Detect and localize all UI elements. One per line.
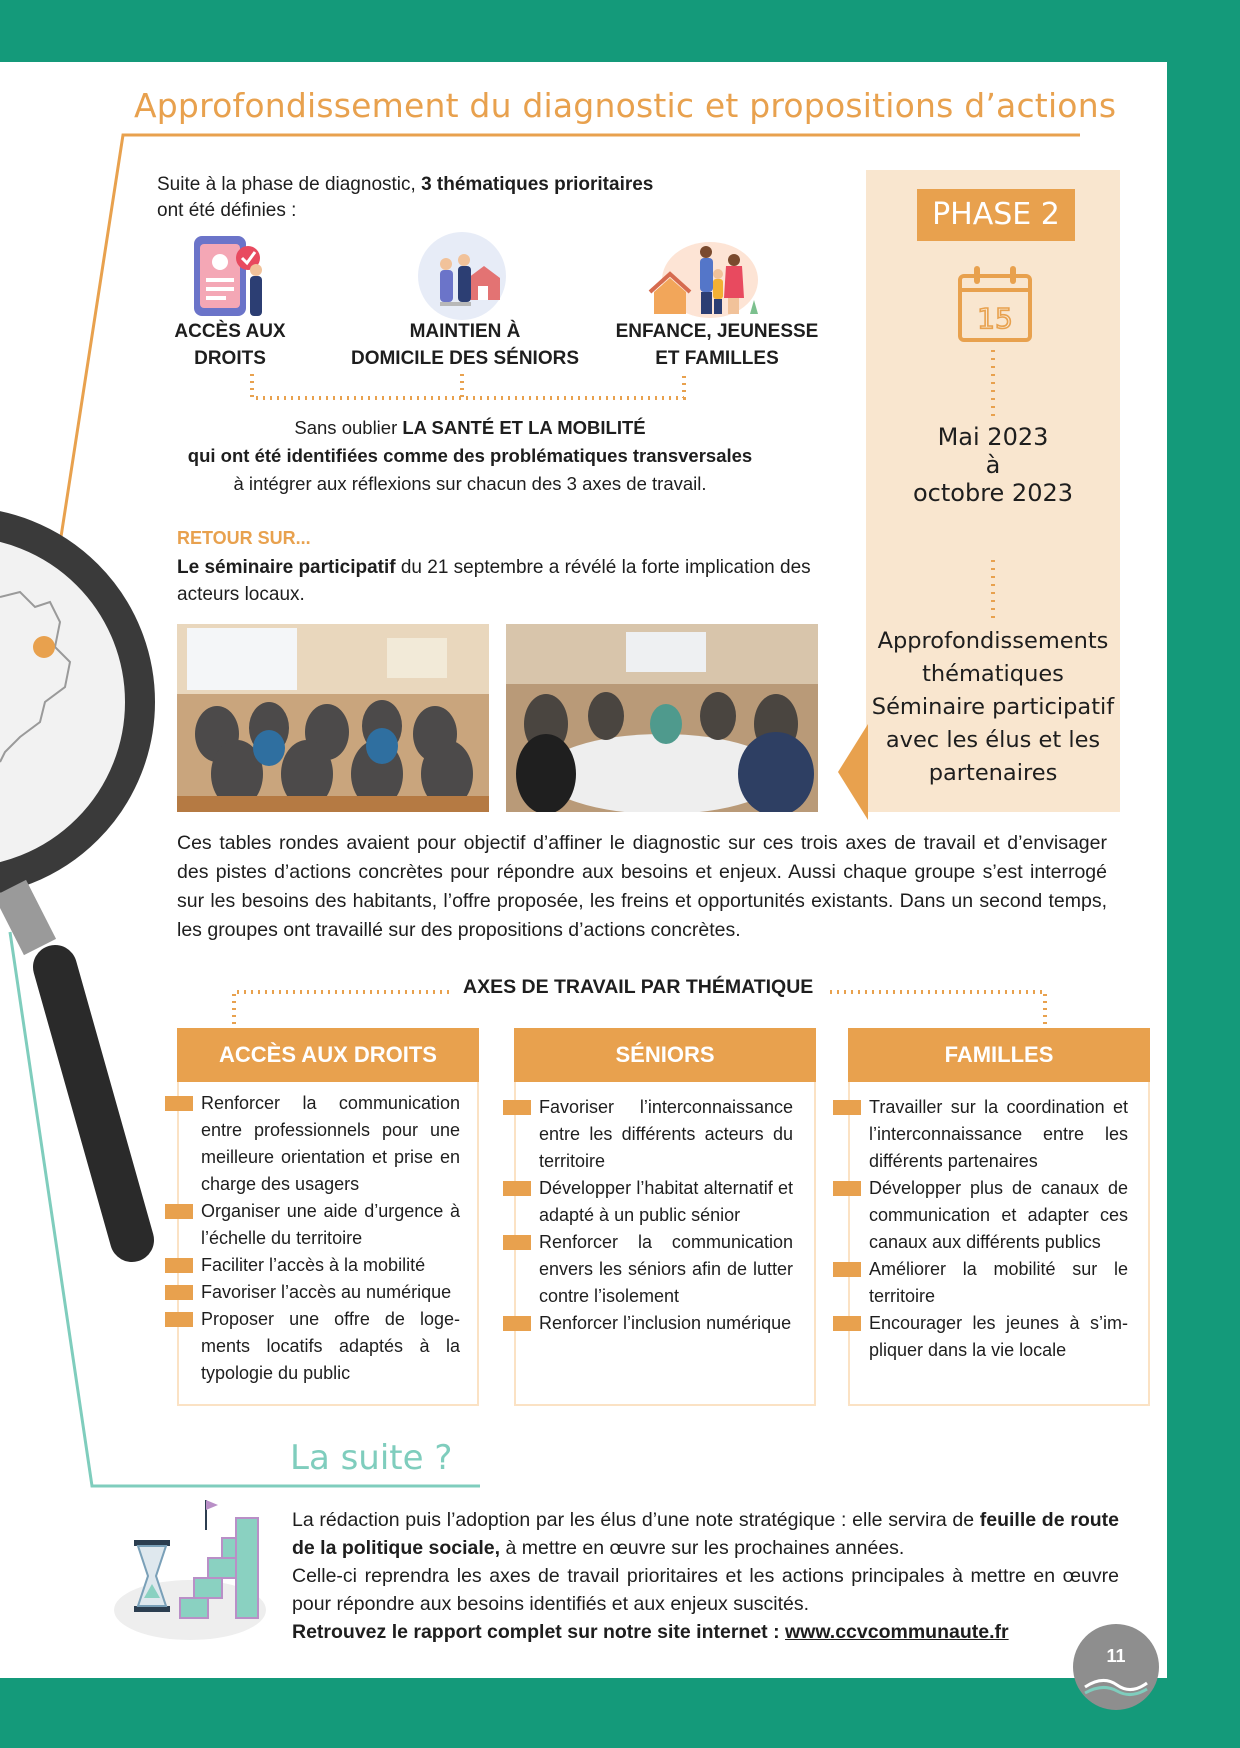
bullet-marker [165, 1204, 193, 1219]
list-item [869, 1256, 1128, 1310]
suite-paragraph-2: Celle-ci reprendra les axes de travail prioritaires et les actions principales à mettre en œuvre pour répondre aux besoins identifiés et aux enjeux suscités. [292, 1565, 1119, 1615]
suite-paragraph-1 [292, 1506, 1119, 1562]
list-item-text: Proposer une offre de logements locatifs adaptés à la typologie du public [201, 1309, 460, 1383]
column-title-droits: ACCÈS AUX DROITS [177, 1028, 479, 1082]
bullet-marker [165, 1096, 193, 1111]
list-item-text: Améliorer la mobilité sur le territoire [869, 1259, 1128, 1306]
list-item [539, 1229, 793, 1310]
list-item [201, 1090, 460, 1198]
page-number-badge [1073, 1624, 1159, 1710]
suite-text [292, 1506, 1119, 1646]
list-item-text: Développer plus de canaux de communication et adapter ces canaux aux différents publics [869, 1178, 1128, 1252]
theme-label-line: ACCÈS AUX [174, 321, 286, 342]
list-item [201, 1252, 460, 1279]
date-separator: à [985, 451, 1001, 479]
retour-bold: Le séminaire participatif [177, 557, 396, 578]
calendar-day: 15 [977, 302, 1013, 335]
retour-title: RETOUR SUR... [177, 528, 311, 548]
column-title-seniors: SÉNIORS [514, 1028, 816, 1082]
list-item-text: Développer l’habitat alternatif et adapté à un public sénior [539, 1178, 793, 1225]
axes-connector [0, 62, 1167, 1678]
transversal-line1-bold: LA SANTÉ ET LA MOBILITÉ [402, 417, 646, 438]
list-droits [201, 1090, 460, 1387]
phase-desc-line: Approfondissements [877, 628, 1109, 654]
list-seniors [539, 1094, 793, 1337]
page-number: 11 [1106, 1646, 1126, 1666]
suite-paragraph-3 [292, 1618, 1119, 1646]
list-item [201, 1198, 460, 1252]
theme-label-line: MAINTIEN À [409, 321, 521, 342]
theme-label-line: ET FAMILLES [655, 348, 779, 369]
theme-label-line: DROITS [194, 348, 266, 369]
page-sheet [0, 62, 1167, 1678]
bullet-marker [833, 1262, 861, 1277]
phase-desc-line: thématiques [922, 661, 1064, 687]
transversal-line2: qui ont été identifiées comme des problématiques transversales [187, 445, 753, 466]
suite-title: La suite ? [290, 1438, 453, 1478]
suite-p1-bold: feuille de route de la politique sociale, [292, 1509, 1119, 1559]
page-title: Approfondissement du diagnostic et propositions d’actions [134, 86, 1117, 125]
list-item [539, 1094, 793, 1175]
wave-logo-icon [1081, 1673, 1151, 1697]
transversal-line1-regular: Sans oublier [294, 417, 403, 438]
intro-line1-regular: Suite à la phase de diagnostic, [157, 174, 422, 195]
list-item [539, 1175, 793, 1229]
list-item [869, 1094, 1128, 1175]
theme-label-line: ENFANCE, JEUNESSE [615, 321, 819, 342]
list-item-text: Renforcer la communication entre professionnels pour une meilleure orientation et prise en charge des usagers [201, 1093, 460, 1194]
list-item-text: Faciliter l’accès à la mobilité [201, 1255, 426, 1275]
list-item [869, 1310, 1128, 1364]
bullet-marker [833, 1316, 861, 1331]
axes-heading: AXES DE TRAVAIL PAR THÉMATIQUE [463, 976, 814, 998]
retour-regular: du 21 septembre a révélé la forte implication des acteurs locaux. [177, 557, 811, 605]
list-item-text: Renforcer l’inclusion numérique [539, 1313, 792, 1333]
bullet-marker [833, 1100, 861, 1115]
date-start: Mai 2023 [937, 423, 1049, 451]
list-item-text: Favoriser l’accès au numérique [201, 1282, 452, 1302]
bullet-marker [833, 1181, 861, 1196]
list-item-text: Renforcer la communication envers les séniors afin de lutter contre l’isolement [539, 1232, 793, 1306]
bullet-marker [503, 1181, 531, 1196]
list-familles [869, 1094, 1128, 1364]
bullet-marker [165, 1312, 193, 1327]
phase-badge: PHASE 2 [917, 189, 1075, 241]
phase-desc-line: Séminaire participatif [871, 694, 1115, 720]
list-item-text: Travailler sur la coordination et l’interconnaissance entre les différents partenaires [869, 1097, 1128, 1171]
column-title-familles: FAMILLES [848, 1028, 1150, 1082]
hourglass-stairs-icon [110, 1498, 270, 1644]
bullet-marker [165, 1285, 193, 1300]
list-item-text: Organiser une aide d’urgence à l’échelle du territoire [201, 1201, 460, 1248]
phase-desc-line: avec les élus et les [885, 727, 1101, 753]
phase-desc-line: partenaires [928, 760, 1058, 786]
website-link[interactable]: www.ccvcommunaute.fr [785, 1621, 1009, 1643]
list-item [539, 1310, 793, 1337]
bullet-marker [165, 1258, 193, 1273]
transversal-line3: à intégrer aux réflexions sur chacun des 3 axes de travail. [233, 473, 707, 494]
theme-label-line: DOMICILE DES SÉNIORS [350, 348, 580, 369]
bullet-marker [503, 1316, 531, 1331]
list-item-text: Encourager les jeunes à s’impliquer dans la vie locale [869, 1313, 1128, 1360]
list-item-text: Favoriser l’interconnaissance entre les différents acteurs du territoire [539, 1097, 793, 1171]
roundtable-paragraph: Ces tables rondes avaient pour objectif d’affiner le diagnostic sur ces trois axes de travail et d’envisager des pistes d’actions concrètes pour répondre aux besoins et enjeux. Aussi chaque groupe s’est interrogé sur les besoins des habitants, l’offre proposée, les freins et opportunités existants. Dans un second temps, les groupes ont travaillé sur des propositions d’actions concrètes. [177, 832, 1107, 941]
date-end: octobre 2023 [912, 479, 1074, 507]
list-item [201, 1306, 460, 1387]
bullet-marker [503, 1235, 531, 1250]
list-item [869, 1175, 1128, 1256]
suite-p1-regular: La rédaction puis l’adoption par les élus d’une note stratégique : elle servira de [292, 1509, 980, 1531]
bullet-marker [503, 1100, 531, 1115]
suite-p1-end: à mettre en œuvre sur les prochaines années. [500, 1537, 905, 1559]
suite-p3-bold: Retrouvez le rapport complet sur notre site internet : [292, 1621, 786, 1643]
intro-line1-bold: 3 thématiques prioritaires [421, 174, 654, 195]
intro-line2: ont été définies : [157, 200, 297, 221]
list-item [201, 1279, 460, 1306]
